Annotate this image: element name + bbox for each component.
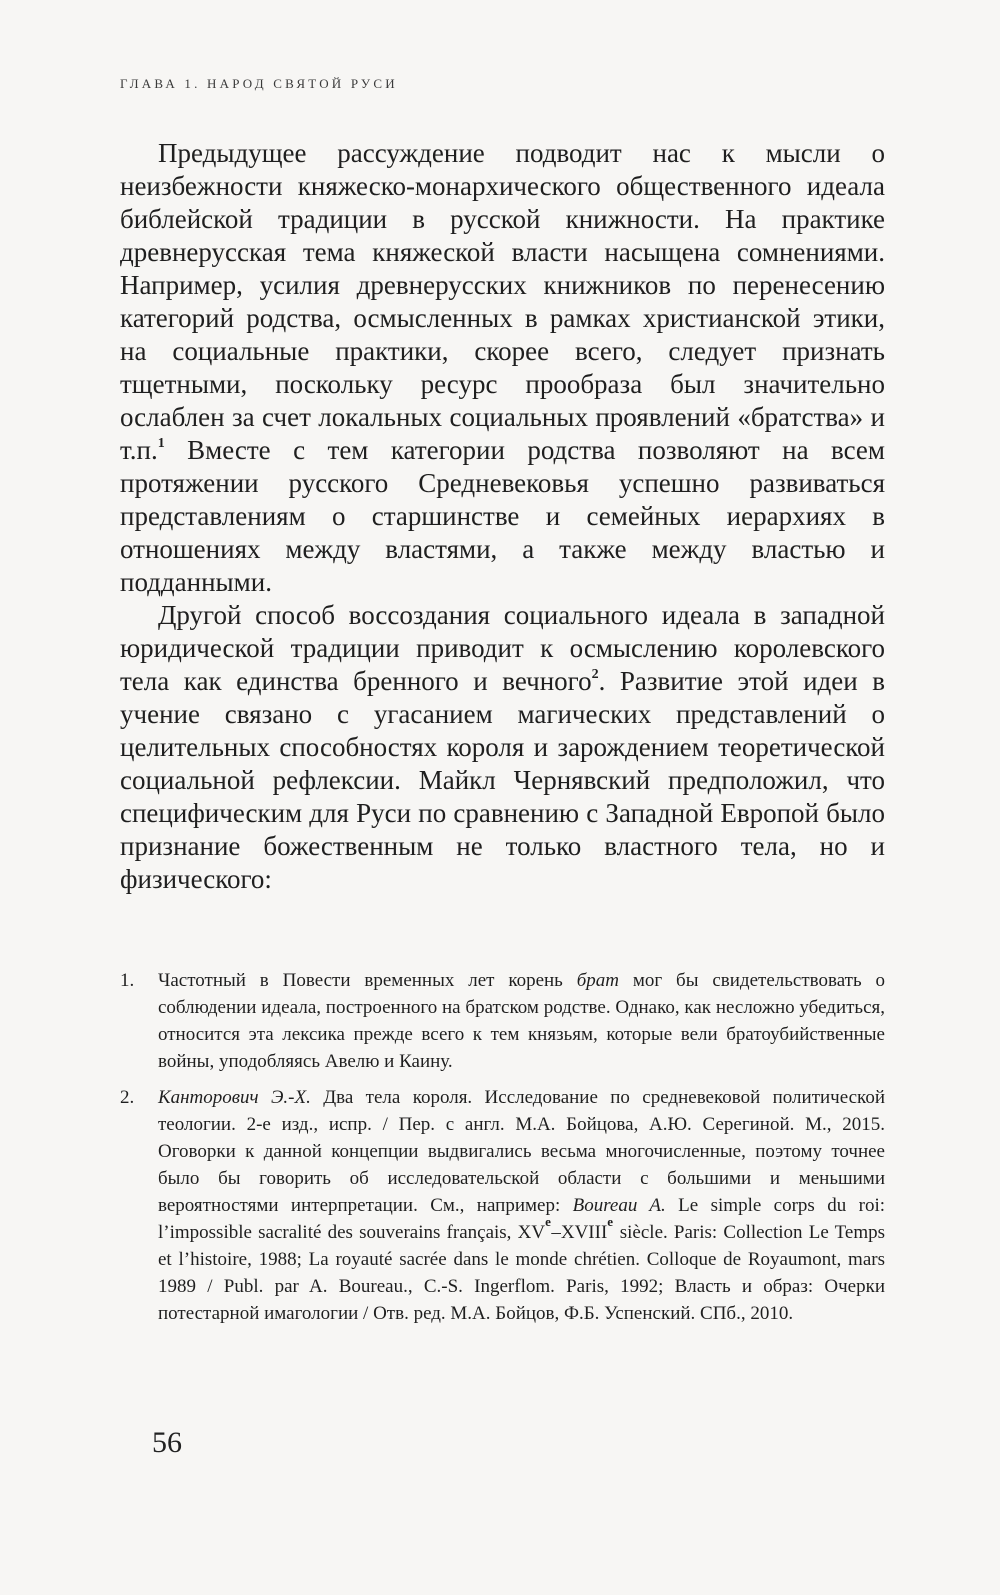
footnote-italic-word: брат	[576, 970, 619, 991]
footnote-superscript: e	[545, 1214, 552, 1229]
paragraph-1	[120, 137, 885, 599]
main-text	[120, 137, 885, 896]
footnote-2	[120, 1084, 885, 1327]
footnote-number: 2.	[120, 1087, 135, 1108]
footnote-text: –XVIII	[551, 1222, 608, 1243]
footnote-text: siècle. Paris: Collection Le Temps et l’histoire, 1988; La royauté sacrée dans le monde chrétien. Colloque de Royaumont, mars 1989 / Publ. par A. Boureau., C.-S. Ingerflom. Paris, 1992; Власть и образ: Очерки потестарной имагологии / Отв. ред. М.А. Бойцов, Ф.Б. Успенский. СПб., 2010.	[158, 1222, 885, 1324]
paragraph-2-text-a: Другой способ воссоздания социального идеала в западной юридической традиции приводит к осмыслению королевского тела как единства бренного и вечного	[120, 600, 885, 696]
paragraph-2-text-b: . Развитие этой идеи в учение связано с угасанием магических представлений о целительных способностях короля и зарождением теоретической социальной рефлексии. Майкл Чернявский предположил, что специфическим для Руси по сравнению с Западной Европой было признание божественным не только властного тела, но и физического:	[120, 666, 886, 894]
page-number: 56	[152, 1426, 182, 1459]
footnote-author: Boureau A.	[572, 1195, 666, 1216]
footnote-number: 1.	[120, 970, 135, 991]
footnotes	[120, 967, 885, 1336]
running-head: ГЛАВА 1. НАРОД СВЯТОЙ РУСИ	[120, 76, 398, 91]
footnote-superscript: e	[607, 1214, 614, 1229]
footnote-author: Канторович Э.-Х.	[158, 1087, 311, 1108]
footnote-ref-1[interactable]: 1	[157, 436, 165, 451]
footnote-body	[158, 967, 885, 1075]
footnote-text: Два тела короля. Исследование по средневековой политической теологии. 2-е изд., испр. / Пер. с англ. М.А. Бойцова, А.Ю. Серегиной. М., 2015. Оговорки к данной концепции выдвигались весьма многочисленные, поэтому точнее было бы говорить об исследовательской области с большими и меньшими вероятностями интерпретации. См., например:	[158, 1087, 885, 1216]
paragraph-2	[120, 599, 885, 896]
paragraph-1-text-a: Предыдущее рассуждение подводит нас к мысли о неизбежности княжеско-монархического общественного идеала библейской традиции в русской книжности. На практике древнерусская тема княжеской власти насыщена сомнениями. Например, усилия древнерусских книжников по перенесению категорий родства, осмысленных в рамках христианской этики, на социальные практики, скорее всего, следует признать тщетными, поскольку ресурс прообраза был значительно ослаблен за счет локальных социальных проявлений «братства» и т.п.	[120, 138, 885, 465]
footnote-text: Частотный в Повести временных лет корень	[158, 970, 577, 991]
footnote-1	[120, 967, 885, 1075]
footnote-body	[158, 1084, 885, 1327]
footnote-text: Le simple corps du roi: l’impossible sacralité des souverains français, XV	[158, 1195, 885, 1243]
paragraph-1-text-b: Вместе с тем категории родства позволяют на всем протяжении русского Средневековья успешно развиваться представлениям о старшинстве и семейных иерархиях в отношениях между властями, а также между властью и подданными.	[120, 435, 885, 597]
footnote-text: мог бы свидетельствовать о соблюдении идеала, построенного на братском родстве. Однако, как несложно убедиться, относится эта лексика прежде всего к тем князьям, которые вели братоубийственные войны, уподобляясь Авелю и Каину.	[158, 970, 885, 1072]
footnote-ref-2[interactable]: 2	[591, 667, 599, 682]
